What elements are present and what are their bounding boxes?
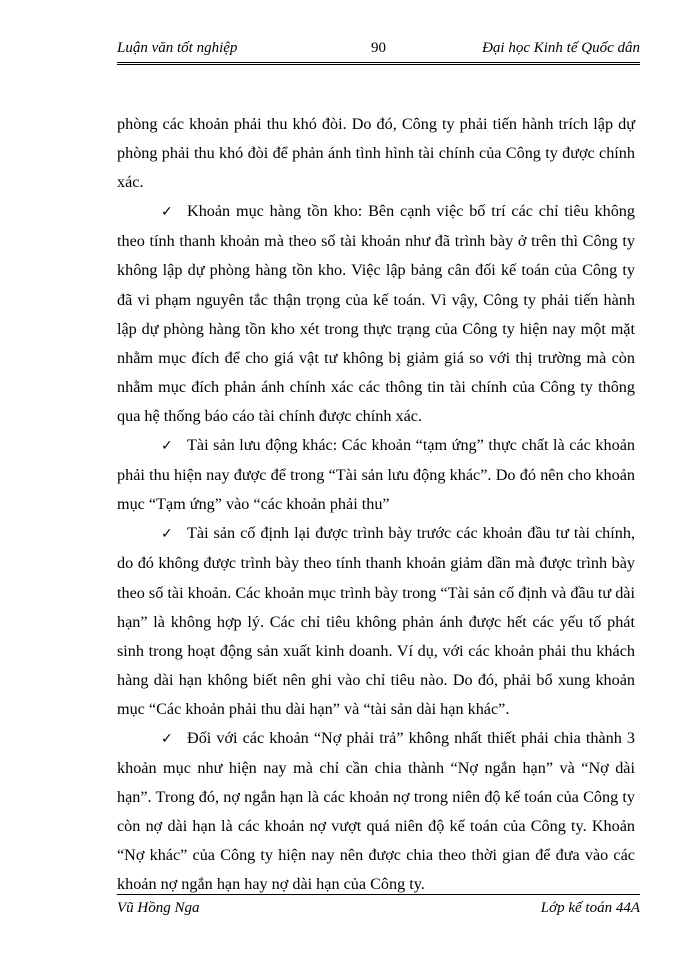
header-university: Đại học Kinh tế Quốc dân (482, 40, 640, 56)
bullet-other-current-assets (117, 431, 635, 519)
page-body (117, 110, 635, 900)
page-header (117, 36, 640, 65)
bullet-inventory-text: Khoản mục hàng tồn kho: Bên cạnh việc bố trí các chỉ tiêu không theo tính thanh khoản mà theo số tài khoản như đã trình bày ở trên thì Công ty không lập dự phòng hàng tồn kho. Việc lập bảng cân đối kế toán của Công ty đã vi phạm nguyên tắc thận trọng của kế toán. Vì vậy, Công ty phải tiến hành lập dự phòng hàng tồn kho xét trong thực trạng của Công ty hiện nay một mặt nhằm mục đích để cho giá vật tư không bị giảm giá so với thị trường mà còn nhằm mục đích phản ánh chính xác các thông tin tài chính của Công ty thông qua hệ thống báo cáo tài chính được chính xác. (117, 202, 635, 425)
bullet-liabilities (117, 724, 635, 900)
footer-author: Vũ Hồng Nga (117, 900, 200, 916)
checkmark-icon: ✓ (161, 730, 173, 747)
checkmark-icon: ✓ (161, 204, 173, 221)
bullet-fixed-assets (117, 519, 635, 724)
checkmark-icon: ✓ (161, 526, 173, 543)
page-number: 90 (371, 40, 386, 56)
bullet-other-current-assets-text: Tài sản lưu động khác: Các khoản “tạm ứng” thực chất là các khoản phải thu hiện nay được để trong “Tài sản lưu động khác”. Do đó nên cho khoản mục “Tạm ứng” vào “các khoản phải thu” (117, 436, 635, 514)
page-footer (117, 894, 640, 925)
checkmark-icon: ✓ (161, 438, 173, 455)
footer-class: Lớp kế toán 44A (540, 900, 640, 916)
paragraph-continuation: phòng các khoản phải thu khó đòi. Do đó, Công ty phải tiến hành trích lập dự phòng phải thu khó đòi để phản ánh tình hình tài chính của Công ty được chính xác. (117, 115, 635, 192)
bullet-inventory (117, 197, 635, 431)
bullet-liabilities-text: Đối với các khoản “Nợ phải trả” không nhất thiết phải chia thành 3 khoản mục như hiện nay mà chỉ cần chia thành “Nợ ngắn hạn” và “Nợ dài hạn”. Trong đó, nợ ngắn hạn là các khoản nợ trong niên độ kế toán của Công ty còn nợ dài hạn là các khoản nợ vượt quá niên độ kế toán của Công ty. Khoản “Nợ khác” của Công ty hiện nay nên được chia theo thời gian để đưa vào các khoản nợ ngắn hạn hay nợ dài hạn của Công ty. (117, 728, 635, 894)
bullet-fixed-assets-text: Tài sản cố định lại được trình bày trước các khoản đầu tư tài chính, do đó không được trình bày theo tính thanh khoản giảm dần mà được trình bày theo số tài khoản. Các khoản mục trình bày trong “Tài sản cố định và đầu tư dài hạn” là không hợp lý. Các chỉ tiêu không phản ánh được hết các yếu tố phát sinh trong hoạt động sản xuất kinh doanh. Ví dụ, với các khoản phải thu khách hàng dài hạn không biết nên ghi vào chỉ tiêu nào. Do đó, phải bổ xung khoản mục “Các khoản phải thu dài hạn” và “tài sản dài hạn khác”. (117, 524, 635, 718)
header-thesis-label: Luận văn tốt nghiệp (117, 40, 238, 56)
